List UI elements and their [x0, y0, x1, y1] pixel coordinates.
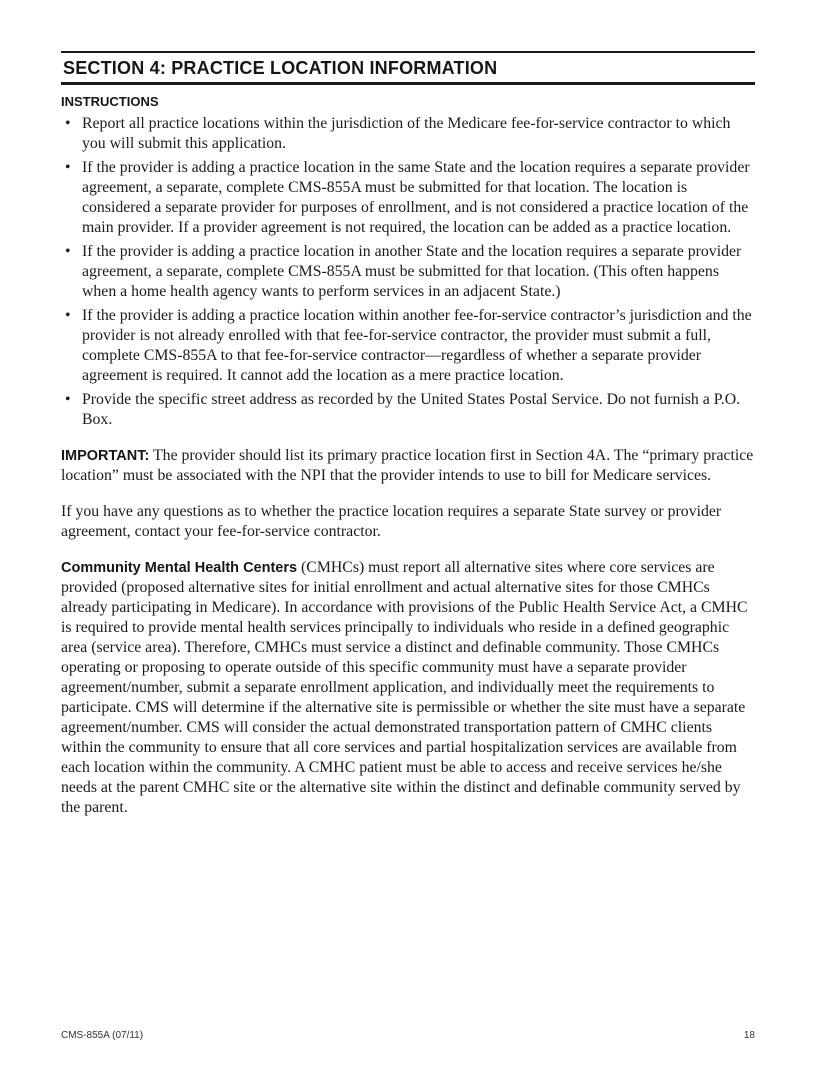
instruction-item: • If the provider is adding a practice location within another fee-for-service contractor’s jurisdiction and the provider is not already enrolled with that fee-for-service contractor, the provider must submit a full, complete CMS-855A to that fee-for-service contractor—regardless of whether a separate provider agreement is required. It cannot add the location as a mere practice location. [61, 306, 755, 386]
cmhc-text: (CMHCs) must report all alternative sites where core services are provided (proposed alternative sites for initial enrollment and actual alternative sites for those CMHCs already participating in Medicare). In accordance with provisions of the Public Health Service Act, a CMHC is required to provide mental health services principally to individuals who reside in a defined geographic area (service area). Therefore, CMHCs must service a distinct and definable community. Those CMHCs operating or proposing to operate outside of this specific community must have a separate provider agreement/number, submit a separate enrollment application, and individually meet the requirements to participate. CMS will determine if the alternative site is permissible or whether the site must have a separate agreement/number. CMS will consider the actual demonstrated transportation pattern of CMHC clients within the community to ensure that all core services and partial hospitalization services are available from each location within the community. A CMHC patient must be able to access and receive services he/she needs at the parent CMHC site or the alternative site within the distinct and definable community served by the parent. [61, 559, 748, 816]
footer-page-number: 18 [743, 1030, 755, 1041]
instruction-item: • If the provider is adding a practice location in the same State and the location requires a separate provider agreement, a separate, complete CMS-855A must be submitted for that location. The location is considered a separate provider for purposes of enrollment, and is not considered a practice location of the main provider. If a provider agreement is not required, the location can be added as a practice location. [61, 158, 755, 238]
cmhc-label: Community Mental Health Centers [61, 560, 298, 576]
important-label: IMPORTANT: [61, 448, 150, 464]
instruction-item: • Report all practice locations within the jurisdiction of the Medicare fee-for-service contractor to which you will submit this application. [61, 114, 755, 154]
section-rule-bottom [61, 82, 755, 85]
page-footer [61, 1030, 755, 1041]
section-title: SECTION 4: PRACTICE LOCATION INFORMATION [63, 58, 498, 78]
instruction-item: • If the provider is adding a practice location in another State and the location requires a separate provider agreement, a separate, complete CMS-855A must be submitted for that location. (This often happens when a home health agency wants to perform services in an adjacent State.) [61, 242, 755, 302]
instruction-item: • Provide the specific street address as recorded by the United States Postal Service. Do not furnish a P.O. Box. [61, 390, 755, 430]
questions-paragraph: If you have any questions as to whether the practice location requires a separate State survey or provider agreement, contact your fee-for-service contractor. [61, 503, 722, 540]
cmhc-paragraph [61, 558, 755, 818]
footer-form-number: CMS-855A (07/11) [61, 1030, 144, 1041]
instructions-list [61, 114, 755, 430]
page-content [61, 0, 755, 818]
important-text: The provider should list its primary practice location first in Section 4A. The “primary practice location” must be associated with the NPI that the provider intends to use to bill for Medicare services. [61, 447, 754, 484]
important-paragraph [61, 446, 755, 486]
instructions-heading: INSTRUCTIONS [61, 94, 159, 109]
